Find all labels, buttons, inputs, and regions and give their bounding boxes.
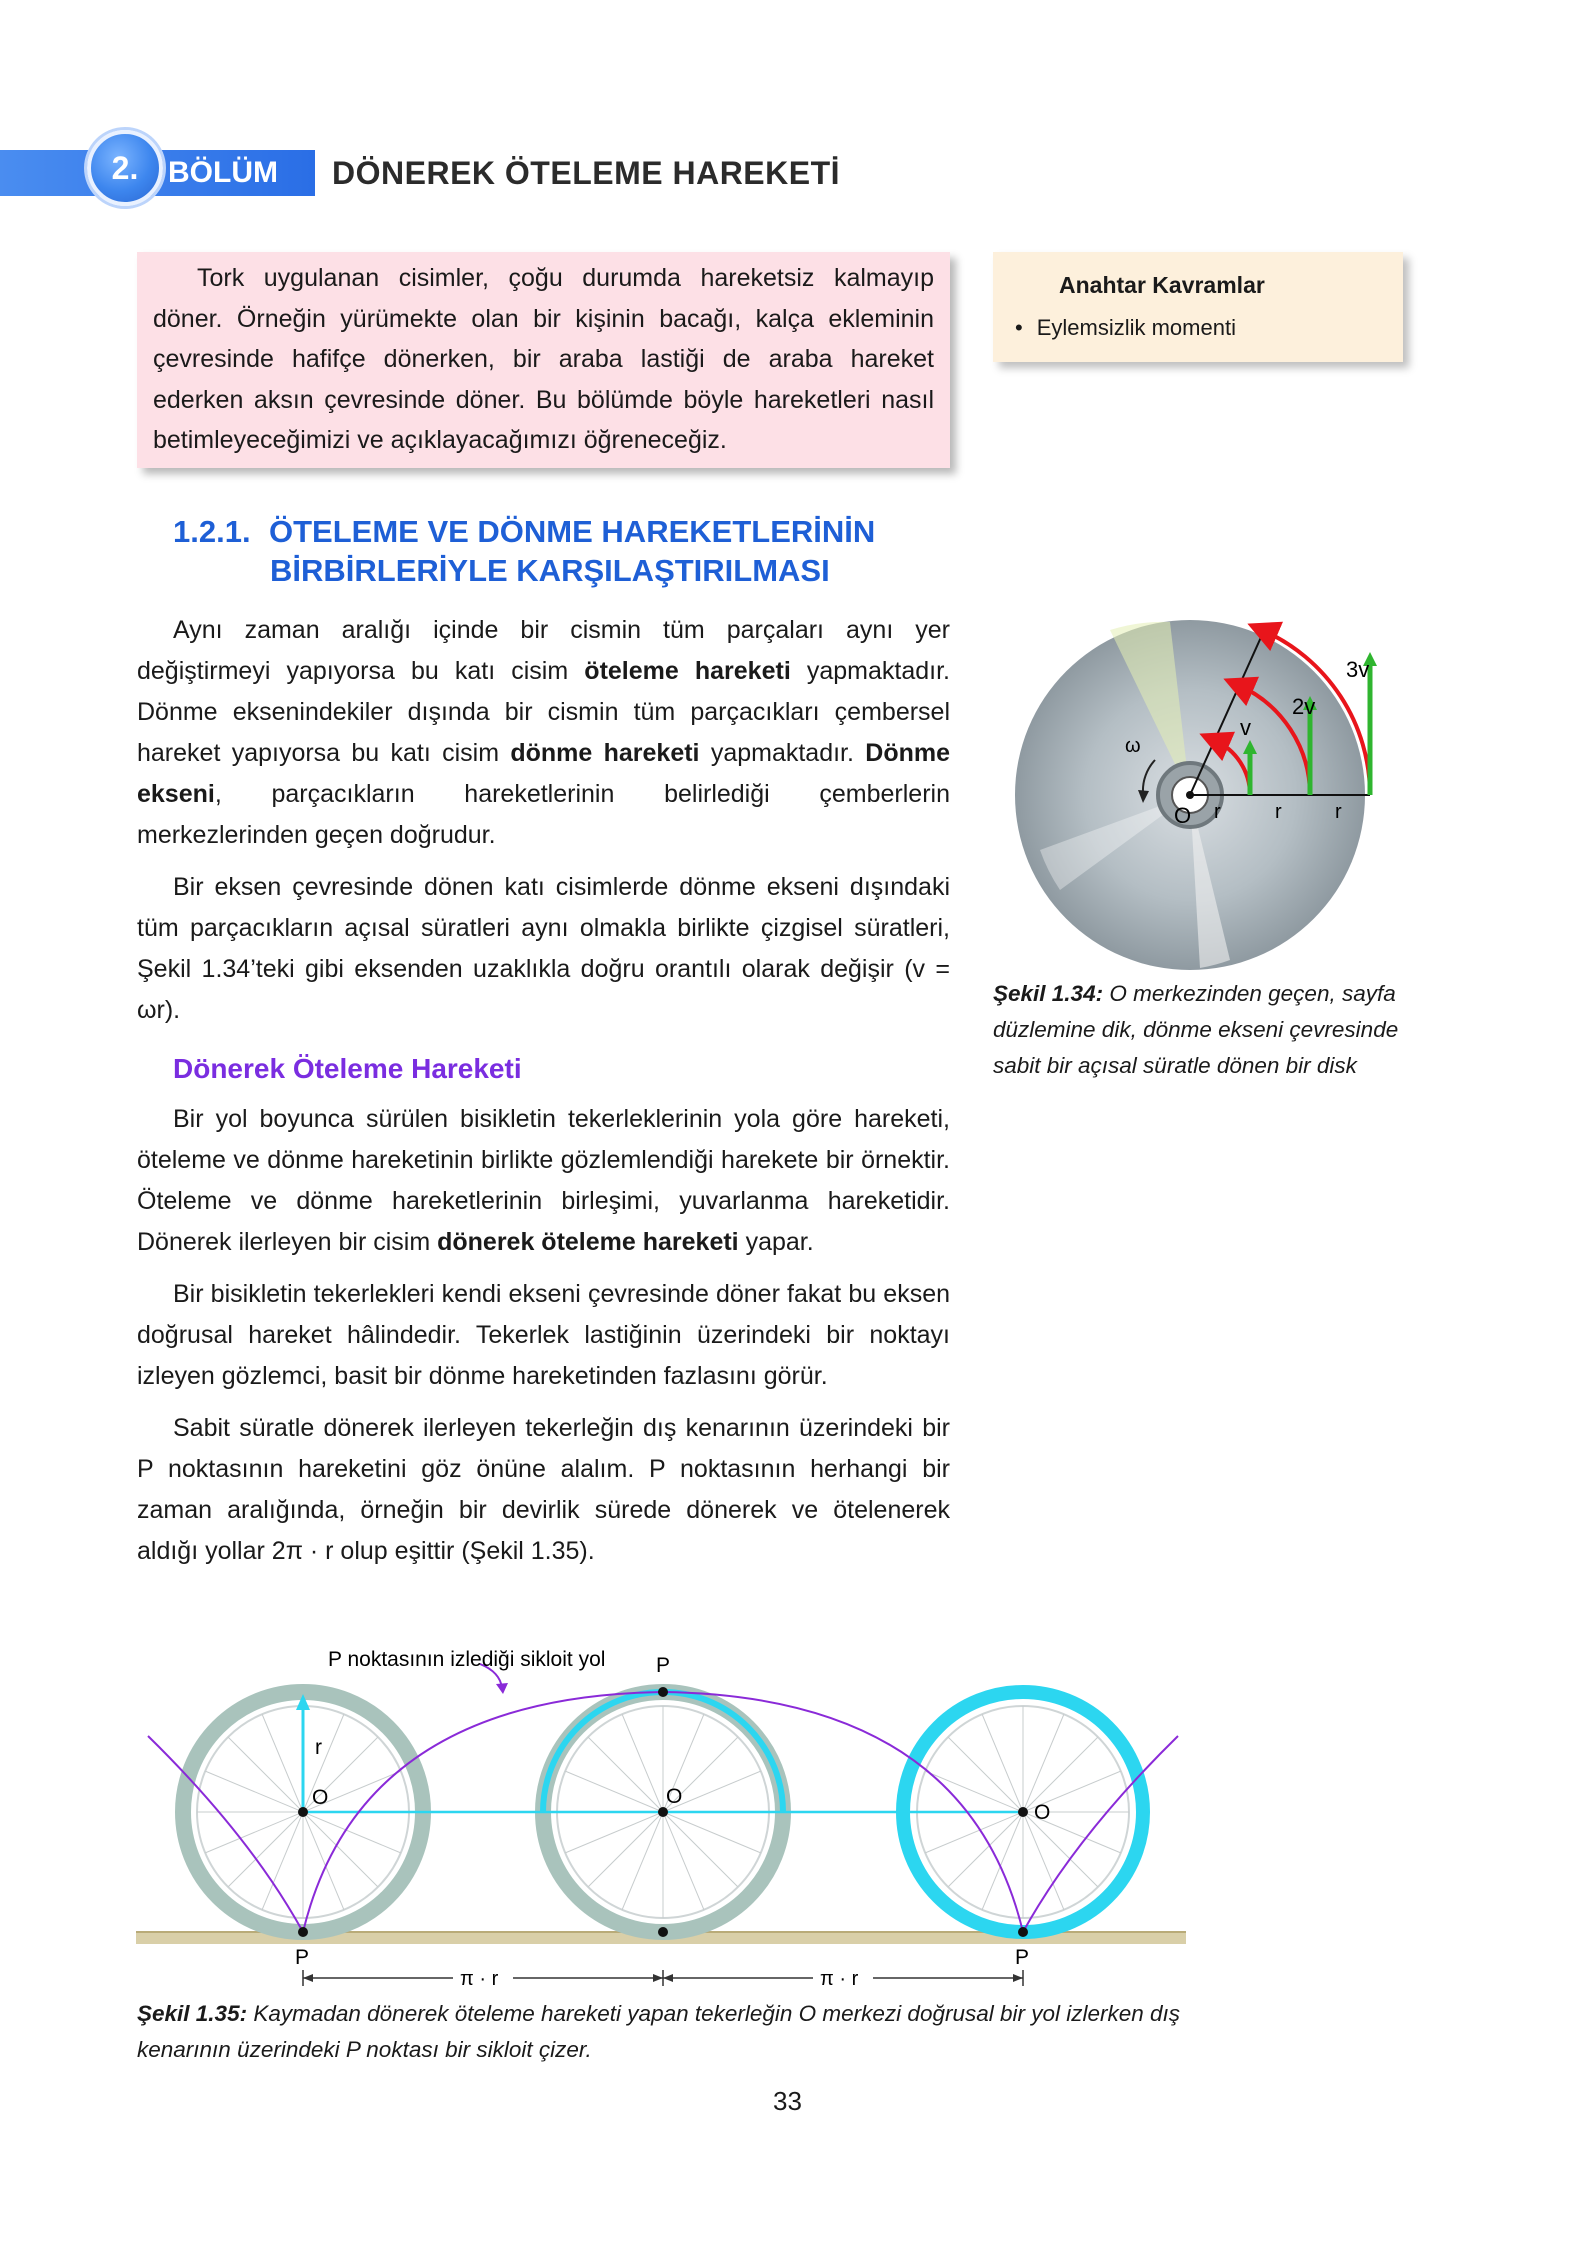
intro-box: [137, 252, 950, 468]
label-P-left: P: [295, 1946, 310, 1969]
chapter-title: DÖNEREK ÖTELEME HAREKETİ: [332, 155, 841, 191]
label-3v: 3v: [1346, 657, 1370, 682]
body-column: [137, 610, 950, 1572]
label-O: O: [1174, 803, 1192, 828]
intro-text: Tork uygulanan cisimler, çoğu durumda hareketsiz kalmayıp döner. Örneğin yürümekte olan bir kişinin bacağı, kalça ekleminin çevresinde hafifçe dönerken, bir araba lastiği de araba hareket ederken aksın çevresinde döner. Bu bölümde böyle hareketleri nasıl betimleyeceğimizi ve açıklayacağımızı öğreneceğiz.: [153, 264, 934, 454]
section-title-line2: BİRBİRLERİYLE KARŞILAŞTIRILMASI: [270, 553, 830, 588]
label-path: P noktasının izlediği sikloit yol: [328, 1648, 606, 1671]
label-r-3: r: [1335, 801, 1342, 823]
label-O-2: O: [666, 1785, 683, 1808]
page-number: 33: [773, 2086, 802, 2116]
paragraph-2: Bir eksen çevresinde dönen katı cisimlerde dönme ekseni dışındaki tüm parçacıkların açısal süratleri aynı olmakla birlikte çizgisel süratleri, Şekil 1.34’teki gibi eksenden uzaklıkla doğru orantılı olarak değişir (v = ωr).: [137, 873, 950, 1024]
paragraph-1: Aynı zaman aralığı içinde bir cismin tüm parçaları aynı yer değiştirmeyi yapıyorsa bu katı cisim öteleme hareketi yapmaktadır. Dönme eksenindekiler dışında bir cismin tüm parçacıkları çembersel hareket yapıyorsa bu katı cisim dönme hareketi yapmaktadır. Dönme ekseni, parçacıkların hareketlerinin belirlediği çemberlerin merkezlerinden geçen doğrudur.: [137, 616, 950, 849]
label-O-3: O: [1034, 1801, 1051, 1824]
section-heading: [173, 512, 875, 590]
figure-1-34: [1000, 610, 1400, 990]
key-concepts-box: [993, 252, 1403, 362]
label-P-right: P: [1015, 1946, 1030, 1969]
label-P-top: P: [656, 1654, 671, 1677]
label-distance-1: π · r: [460, 1968, 499, 1990]
label-v: v: [1240, 715, 1251, 740]
subheading: Dönerek Öteleme Hareketi: [173, 1053, 522, 1084]
key-concept-item: • Eylemsizlik momenti: [1015, 315, 1381, 341]
figure-1-35: [130, 1636, 1190, 1994]
chapter-word: BÖLÜM: [168, 156, 278, 189]
key-concepts-list: [1015, 315, 1381, 341]
paragraph-3: Bir yol boyunca sürülen bisikletin tekerleklerinin yola göre hareketi, öteleme ve dönme hareketinin birlikte gözlemlendiği harekete bir örnektir. Öteleme ve dönme hareketlerinin birleşimi, yuvarlanma hareketidir. Dönerek ilerleyen bir cisim dönerek öteleme hareketi yapar.: [137, 1105, 950, 1256]
section-title-line1: ÖTELEME VE DÖNME HAREKETLERİNİN: [269, 514, 876, 549]
chapter-number-badge: 2.: [87, 130, 163, 206]
label-distance-2: π · r: [820, 1968, 859, 1990]
caption-figure-1-35: Şekil 1.35: Kaymadan dönerek öteleme hareketi yapan tekerleğin O merkezi doğrusal bir yol izlerken dış kenarının üzerindeki P noktası bir sikloit çizer.: [137, 2001, 1181, 2062]
paragraph-4: Bir bisikletin tekerlekleri kendi ekseni çevresinde döner fakat bu eksen doğrusal hareket hâlindedir. Tekerlek lastiğinin üzerindeki bir noktayı izleyen gözlemci, basit bir dönme hareketinden fazlasını görür.: [137, 1280, 950, 1390]
label-r-2: r: [1275, 801, 1282, 823]
label-r: r: [315, 1736, 322, 1759]
paragraph-5: Sabit süratle dönerek ilerleyen tekerleğin dış kenarının üzerindeki bir P noktasının hareketini göz önüne alalım. P noktasının herhangi bir zaman aralığında, örneğin bir devirlik sürede dönerek ve ötelenerek aldığı yollar 2π · r olup eşittir (Şekil 1.35).: [137, 1414, 950, 1565]
section-number: 1.2.1.: [173, 514, 251, 549]
label-O-1: O: [312, 1786, 329, 1809]
label-2v: 2v: [1292, 694, 1316, 719]
key-concepts-title: Anahtar Kavramlar: [1059, 272, 1265, 298]
label-r-1: r: [1214, 801, 1221, 823]
label-omega: ω: [1125, 735, 1141, 757]
caption-figure-1-34: Şekil 1.34: O merkezinden geçen, sayfa düzlemine dik, dönme ekseni çevresinde sabit bir açısal süratle dönen bir disk: [993, 981, 1399, 1078]
